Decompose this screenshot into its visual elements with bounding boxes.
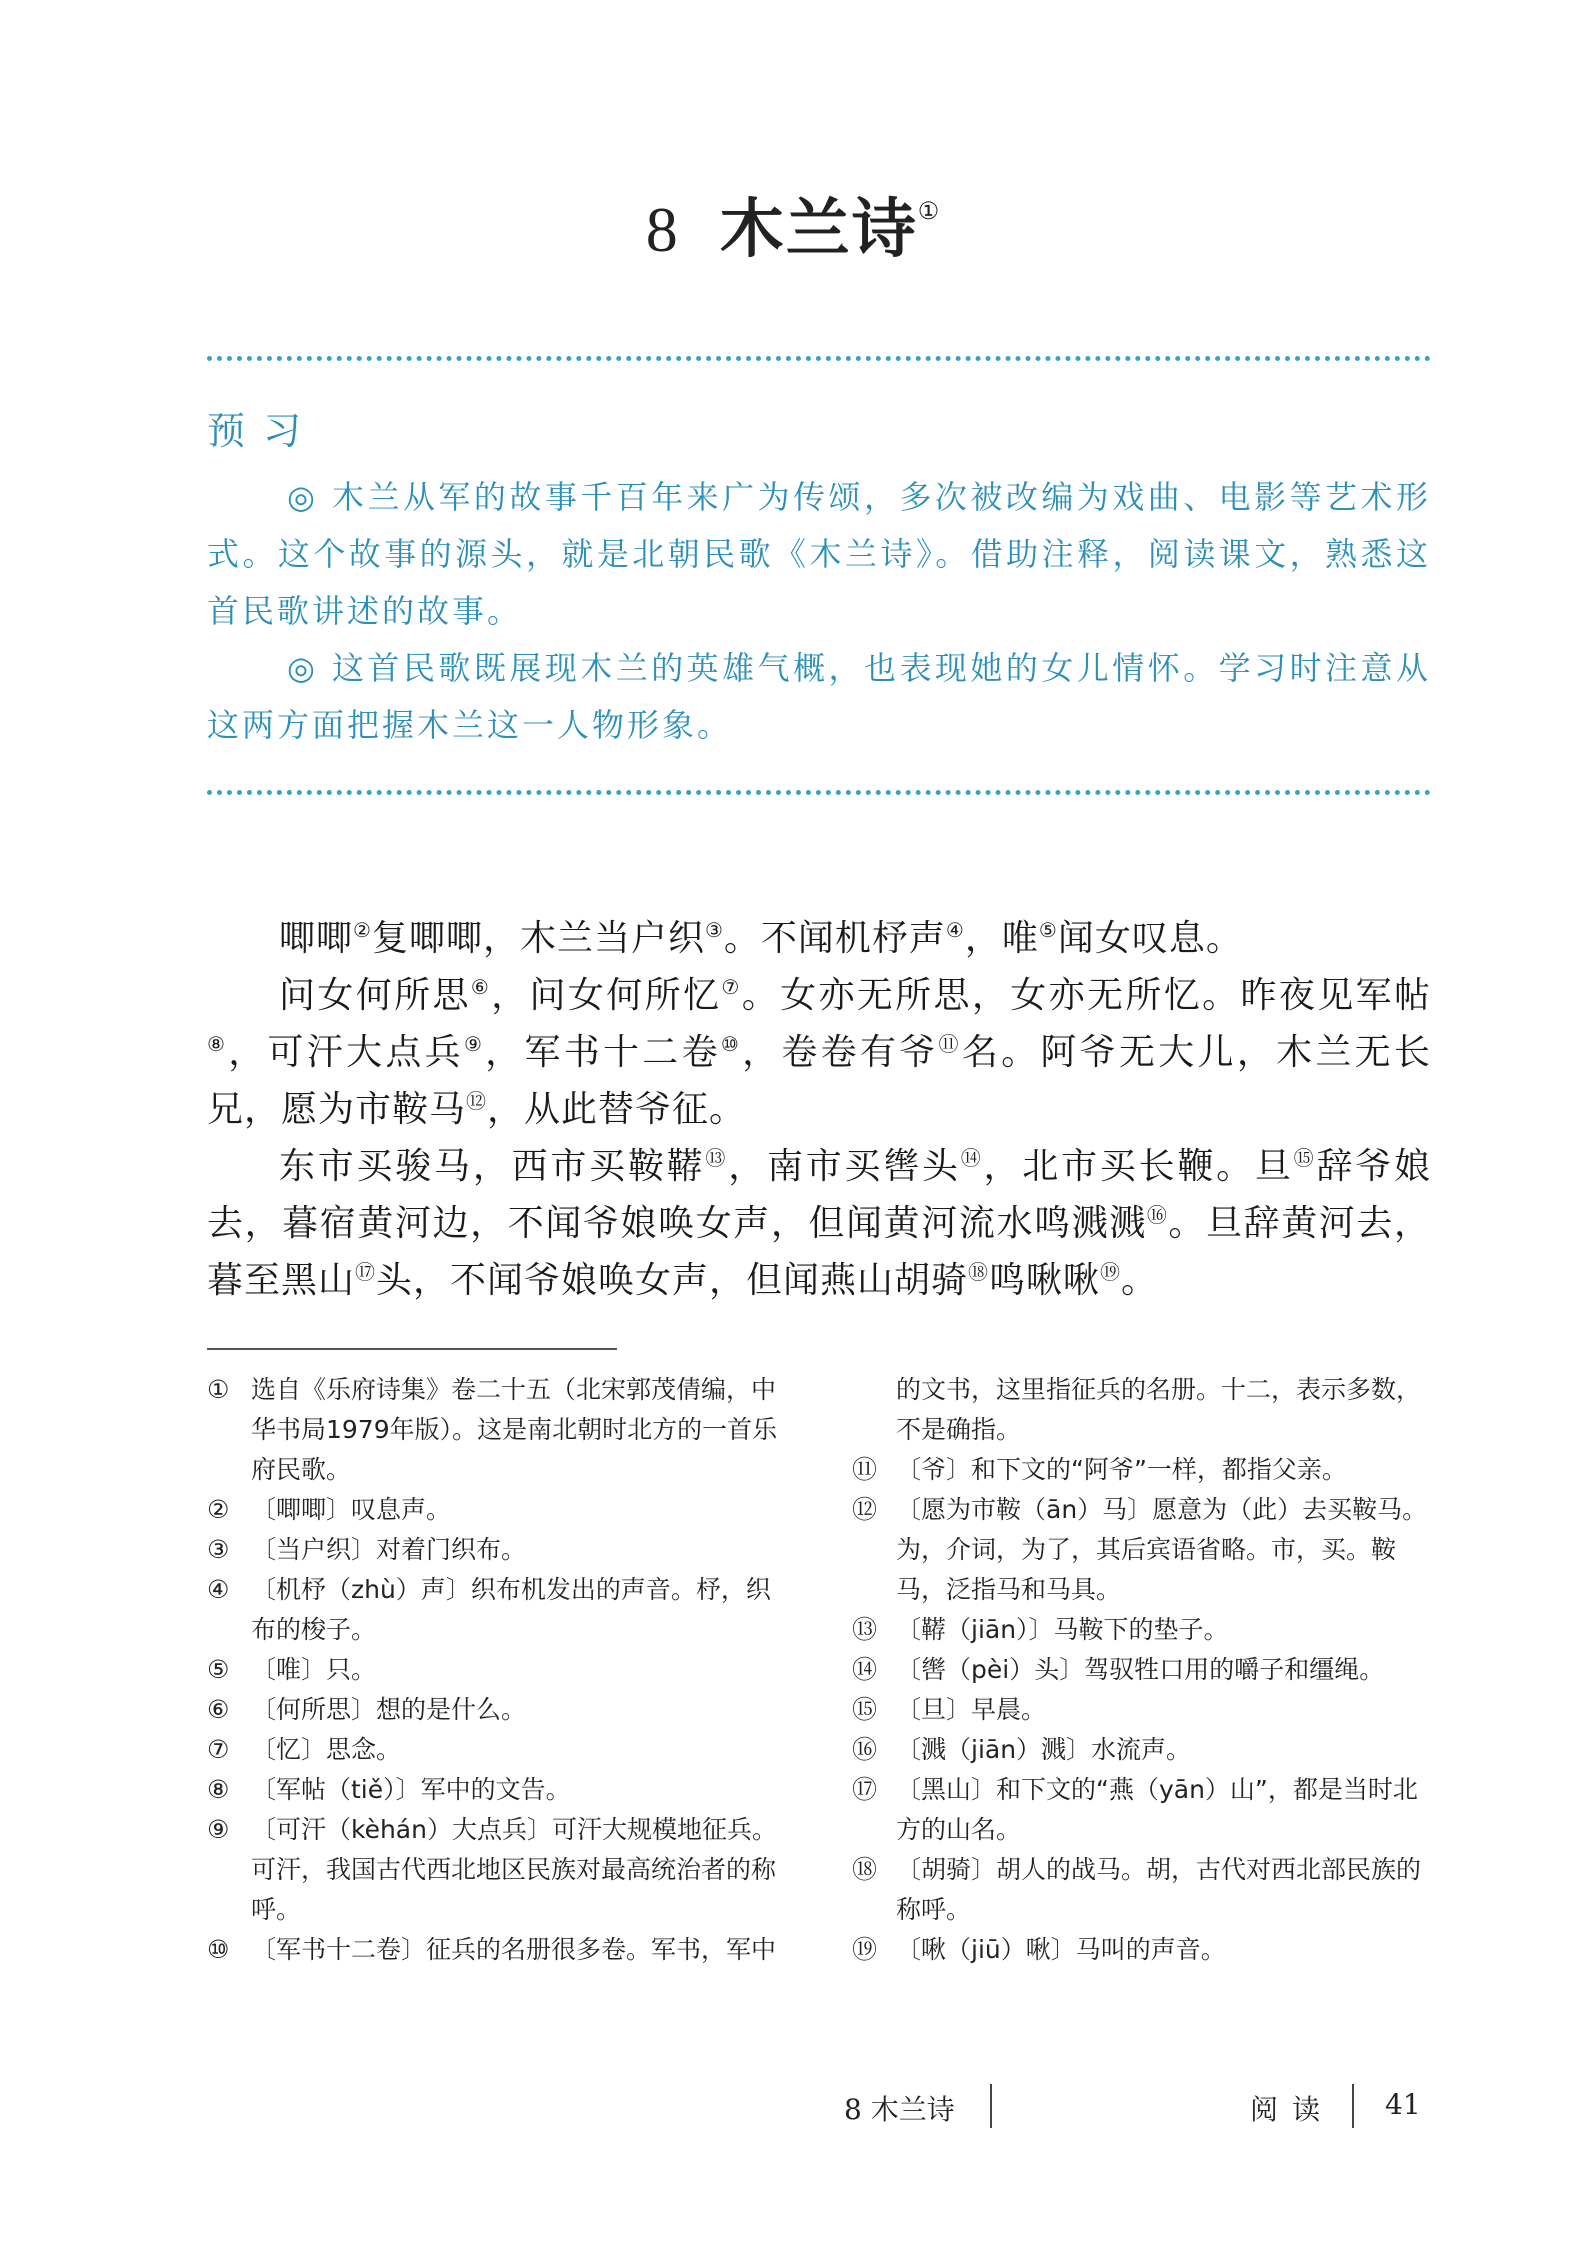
note-ref: ⑥ <box>470 975 492 999</box>
poem-segment: 。旦辞黄河去，暮至黑山 <box>207 1203 1431 1301</box>
footnote-mark: ④ <box>207 1575 230 1604</box>
preview-heading: 预习 <box>207 409 320 453</box>
poem-segment: 头，不闻爷娘唤女声，但闻燕山胡骑 <box>376 1260 969 1301</box>
footnote-mark: ⑲ <box>852 1935 878 1964</box>
poem-segment: ，北市买长鞭。旦 <box>983 1146 1294 1187</box>
footnote-text: 〔唧唧〕叹息声。 <box>251 1495 452 1524</box>
footnote <box>852 1610 1432 1650</box>
note-ref: ⑤ <box>1038 918 1058 942</box>
poem-segment: ，可汗大点兵 <box>228 1032 464 1073</box>
footnote-mark: ⑪ <box>852 1455 878 1484</box>
footnote-mark: ③ <box>207 1535 230 1564</box>
footnote <box>852 1490 1432 1610</box>
footnote-mark: ⑬ <box>852 1615 878 1644</box>
note-ref: ⑲ <box>1100 1260 1122 1284</box>
footnote-mark: ⑫ <box>852 1495 878 1524</box>
preview-paragraph-2: ◎ 这首民歌既展现木兰的英雄气概，也表现她的女儿情怀。学习时注意从这两方面把握木兰这一人物形象。 <box>207 649 1431 744</box>
footnote <box>207 1770 792 1810</box>
page-number: 41 <box>1385 2088 1421 2121</box>
footnote-text: 〔愿为市鞍（ān）马〕愿意为（此）去买鞍马。为，介词，为了，其后宾语省略。市，买。鞍马，泛指马和马具。 <box>896 1495 1428 1604</box>
poem-segment: 唧唧 <box>279 918 354 959</box>
footnote-mark <box>852 1370 896 1450</box>
poem-segment: 。不闻机杼声 <box>723 918 946 959</box>
footnote-text: 〔溅（jiān）溅〕水流声。 <box>896 1735 1192 1764</box>
footnote <box>852 1650 1432 1690</box>
note-ref: ⑦ <box>721 975 742 999</box>
footnote <box>207 1370 792 1490</box>
footer-divider <box>990 2084 992 2128</box>
note-ref: ③ <box>704 918 724 942</box>
footnote-rule <box>207 1348 617 1350</box>
note-ref: ⑮ <box>1293 1146 1317 1170</box>
footnote-mark: ② <box>207 1495 230 1524</box>
poem-segment: ，军书十二卷 <box>485 1032 721 1073</box>
footnote-text: 〔爷〕和下文的“阿爷”一样，都指父亲。 <box>896 1455 1347 1484</box>
footnote-text: 〔辔（pèi）头〕驾驭牲口用的嚼子和缰绳。 <box>896 1655 1385 1684</box>
footnote <box>207 1690 792 1730</box>
poem-segment: ，问女何所忆 <box>491 975 722 1016</box>
poem-segment: 复唧唧，木兰当户织 <box>371 918 705 959</box>
footnote-mark: ⑯ <box>852 1735 878 1764</box>
note-ref: ⑫ <box>466 1089 488 1113</box>
note-ref: ⑧ <box>207 1032 229 1056</box>
footnote-mark: ⑦ <box>207 1735 230 1764</box>
footnote <box>852 1450 1432 1490</box>
poem-segment: 东市买骏马，西市买鞍鞯 <box>279 1146 706 1187</box>
footnote-mark: ⑱ <box>852 1855 878 1884</box>
poem-paragraph <box>207 967 1431 1138</box>
poem-paragraph <box>207 1138 1431 1309</box>
footnote <box>852 1850 1432 1930</box>
footnote-text: 〔旦〕早晨。 <box>896 1695 1047 1724</box>
footnote-text: 〔可汗（kèhán）大点兵〕可汗大规模地征兵。可汗，我国古代西北地区民族对最高统治者的称呼。 <box>251 1815 777 1924</box>
note-ref: ④ <box>945 918 965 942</box>
footnote <box>207 1570 792 1650</box>
footnote <box>852 1370 1432 1450</box>
footnotes-right-column <box>852 1370 1432 1970</box>
footnote-mark: ⑥ <box>207 1695 230 1724</box>
footnote-mark: ⑰ <box>852 1775 878 1804</box>
note-ref: ⑪ <box>938 1032 962 1056</box>
footnote-mark: ⑤ <box>207 1655 230 1684</box>
poem-segment: 问女何所思 <box>279 975 471 1016</box>
poem-segment: ，卷卷有爷 <box>742 1032 939 1073</box>
footnote <box>852 1690 1432 1730</box>
footnote-text: 〔啾（jiū）啾〕马叫的声音。 <box>896 1935 1226 1964</box>
lesson-number: 8 <box>645 194 680 265</box>
footnote <box>852 1730 1432 1770</box>
poem-segment: 。女亦无所思，女亦无所忆。昨夜见军帖 <box>741 975 1431 1016</box>
footnote-text: 〔何所思〕想的是什么。 <box>251 1695 527 1724</box>
footnote <box>852 1930 1432 1970</box>
footnote-mark: ⑩ <box>207 1935 230 1964</box>
footnote <box>207 1930 792 1970</box>
note-ref: ⑭ <box>960 1146 984 1170</box>
note-ref: ⑰ <box>355 1260 377 1284</box>
bottom-dotted-divider <box>207 790 1431 795</box>
footnote <box>207 1650 792 1690</box>
footnote-text: 选自《乐府诗集》卷二十五（北宋郭茂倩编，中华书局1979年版）。这是南北朝时北方的一首乐府民歌。 <box>251 1375 778 1484</box>
poem-text <box>207 910 1431 1309</box>
footnote <box>207 1490 792 1530</box>
poem-segment: ，从此替爷征。 <box>487 1089 747 1130</box>
lesson-title-text: 木兰诗 <box>719 192 918 267</box>
poem-paragraph <box>207 910 1431 967</box>
note-ref: ② <box>353 918 372 942</box>
footnote-text: 的文书，这里指征兵的名册。十二，表示多数，不是确指。 <box>896 1375 1422 1444</box>
footnote <box>207 1530 792 1570</box>
footnotes-left-column <box>207 1370 792 1970</box>
note-ref: ⑩ <box>720 1032 743 1056</box>
poem-segment: 鸣啾啾 <box>989 1260 1101 1301</box>
footer-lesson-title: 8 木兰诗 <box>844 2093 955 2126</box>
footnote <box>852 1770 1432 1850</box>
footnote-text: 〔唯〕只。 <box>251 1655 377 1684</box>
poem-segment: ，唯 <box>964 918 1039 959</box>
poem-segment: ，南市买辔头 <box>728 1146 961 1187</box>
preview-paragraph-1: ◎ 木兰从军的故事千百年来广为传颂，多次被改编为戏曲、电影等艺术形式。这个故事的源头，就是北朝民歌《木兰诗》。借助注释，阅读课文，熟悉这首民歌讲述的故事。 <box>207 478 1431 630</box>
footer-divider <box>1352 2084 1354 2128</box>
poem-segment: 闻女叹息。 <box>1057 918 1243 959</box>
note-ref: ⑱ <box>968 1260 990 1284</box>
poem-segment: 。 <box>1121 1260 1159 1301</box>
footnote-mark: ① <box>207 1375 230 1404</box>
footnote <box>207 1810 792 1930</box>
lesson-title <box>0 178 1587 270</box>
note-ref: ⑯ <box>1146 1203 1169 1227</box>
footnote-text: 〔鞯（jiān）〕马鞍下的垫子。 <box>896 1615 1229 1644</box>
poem-segment: 名。阿爷无大儿，木兰无长兄，愿为市鞍马 <box>207 1032 1431 1130</box>
top-dotted-divider <box>207 356 1431 361</box>
preview-box <box>207 400 1431 754</box>
footnote-mark: ⑭ <box>852 1655 878 1684</box>
note-ref: ⑨ <box>463 1032 486 1056</box>
footnote-mark: ⑧ <box>207 1775 230 1804</box>
footnote-text: 〔当户织〕对着门织布。 <box>251 1535 527 1564</box>
footnote-mark: ⑨ <box>207 1815 230 1844</box>
title-note-mark: ① <box>917 197 942 225</box>
footnote-mark: ⑮ <box>852 1695 878 1724</box>
footnote <box>207 1730 792 1770</box>
footnote-text: 〔军书十二卷〕征兵的名册很多卷。军书，军中 <box>251 1935 777 1964</box>
poem-segment: 辞爷娘去，暮宿黄河边，不闻爷娘唤女声，但闻黄河流水鸣溅溅 <box>207 1146 1431 1244</box>
footer-section: 阅读 <box>1250 2093 1335 2126</box>
footnote-text: 〔胡骑〕胡人的战马。胡，古代对西北部民族的称呼。 <box>896 1855 1422 1924</box>
footnote-text: 〔军帖（tiě）〕军中的文告。 <box>251 1775 571 1804</box>
footnote-text: 〔机杼（zhù）声〕织布机发出的声音。杼，织布的梭子。 <box>251 1575 771 1644</box>
footnote-text: 〔黑山〕和下文的“燕（yān）山”，都是当时北方的山名。 <box>896 1775 1418 1844</box>
note-ref: ⑬ <box>705 1146 729 1170</box>
footnote-text: 〔忆〕思念。 <box>251 1735 402 1764</box>
